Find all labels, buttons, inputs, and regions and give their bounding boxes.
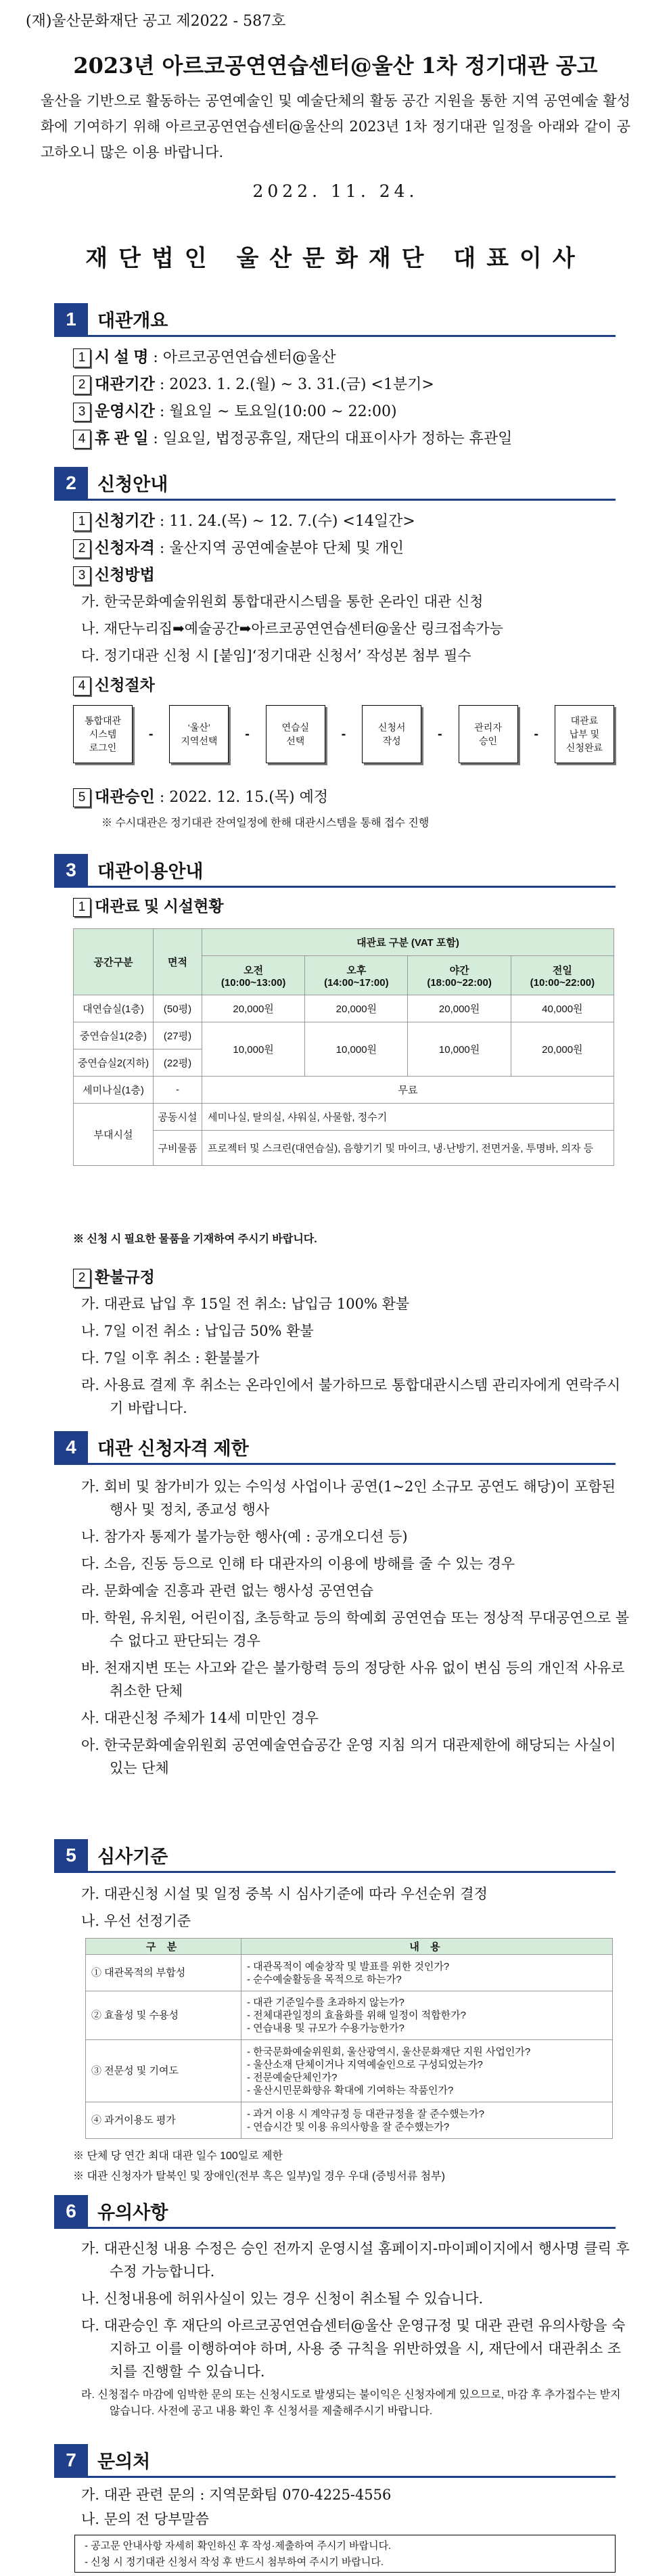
criteria-item: 나. 우선 선정기준 (81, 1913, 191, 1929)
row-value: 일요일, 법정공휴일, 재단의 대표이사가 정하는 휴관일 (162, 430, 513, 447)
cell-fee: 10,000원 (202, 1022, 305, 1077)
row-label: 신청기간 (95, 512, 155, 529)
procedure-step: 통합대관 시스템 로그인 (73, 705, 133, 763)
cell-category: ② 효율성 및 수용성 (86, 1991, 241, 2040)
section-title: 유의사항 (97, 2202, 168, 2223)
row-value: 월요일 ~ 토요일(10:00 ~ 22:00) (169, 403, 397, 420)
section-title: 신청안내 (97, 474, 168, 495)
procedure-step: 관리자 승인 (459, 705, 518, 763)
contact-item: 나. 문의 전 당부말씀 (81, 2511, 209, 2527)
content-line: - 대관 기준일수를 초과하지 않는가? (247, 1997, 404, 2008)
cell-fac-value: 세미나실, 탈의실, 샤워실, 사물함, 정수기 (202, 1104, 614, 1131)
row-label: 휴 관 일 (95, 429, 149, 447)
num-box: 4 (73, 677, 91, 696)
th-content: 내 용 (241, 1939, 613, 1955)
row-label: 시 설 명 (95, 348, 149, 365)
row-label: 신청절차 (95, 676, 155, 694)
section-3-header (54, 854, 616, 888)
cell-fac-key: 구비물품 (154, 1131, 202, 1166)
cell-fee: 10,000원 (305, 1022, 408, 1077)
procedure-step: 연습실 선택 (266, 705, 325, 763)
cell-fee: 20,000원 (202, 995, 305, 1022)
arrow-icon: - (438, 726, 442, 742)
restriction-item: 나. 참가자 통제가 불가능한 행사(예 : 공개오디션 등) (81, 1529, 408, 1545)
row-label: 대관승인 (95, 788, 155, 805)
th-area: 면적 (154, 929, 202, 995)
cell-content (241, 1991, 613, 2040)
section-number: 2 (54, 467, 88, 499)
content-line: - 울산시민문화향유 확대에 기여하는 작품인가? (247, 2084, 454, 2096)
section-2-header (54, 467, 616, 501)
content-line: - 울산소재 단체이거나 지역예술인으로 구성되었는가? (247, 2058, 483, 2071)
restriction-text: 가. 회비 및 참가비가 있는 수익성 사업이나 공연(1~2인 소규모 공연도 해당)이 포함된 행사 및 정치, 종교성 행사 (81, 1478, 616, 1518)
s3-sub-fees (73, 895, 224, 919)
restriction-item (81, 1734, 630, 1780)
num-box: 1 (73, 348, 91, 367)
procedure-step: 대관료 납부 및 신청완료 (555, 705, 614, 763)
caution-item (81, 2387, 630, 2420)
cell-fee: 20,000원 (511, 1022, 614, 1077)
box-line: - 공고문 안내사항 자세히 확인하신 후 작성·제출하여 주시기 바랍니다. (85, 2540, 392, 2552)
restriction-text: 바. 천재지변 또는 사고와 같은 불가항력 등의 정당한 사유 없이 변심 등의 개인적 사유로 취소한 단체 (81, 1660, 625, 1699)
num-box: 2 (73, 376, 91, 394)
s3-sub-refund (73, 1265, 155, 1290)
method-item: 가. 한국문화예술위원회 통합대관시스템을 통한 온라인 대관 신청 (81, 593, 484, 610)
th-slot: 오후 (14:00~17:00) (305, 956, 408, 995)
cell-category: ③ 전문성 및 기여도 (86, 2040, 241, 2102)
caution-text: 다. 대관승인 후 재단의 아르코공연연습센터@울산 운영규정 및 대관 관련 유의사항을 숙지하고 이를 이행하여야 하며, 사용 중 규칙을 위반하였을 시, 재단에서 대관취소 조치를 진행할 수 있습니다. (81, 2318, 626, 2380)
cell-content (241, 2102, 613, 2139)
procedure-step: ‘울산’ 지역선택 (169, 705, 229, 763)
caution-item (81, 2314, 630, 2383)
section-title: 대관개요 (97, 311, 168, 331)
refund-item: 다. 7일 이후 취소 : 환불불가 (81, 1350, 260, 1366)
table-note: ※ 신청 시 필요한 물품을 기재하여 주시기 바랍니다. (73, 1234, 317, 1245)
section-7-header (54, 2444, 616, 2478)
s1-row-period: 2 대관기간 : 2023. 1. 2.(월) ~ 3. 31.(금) <1분기> (73, 372, 434, 397)
row-value: 울산지역 공연예술분야 단체 및 개인 (169, 540, 404, 557)
restriction-item (81, 1606, 630, 1652)
section-number: 1 (54, 303, 88, 335)
th-fee: 대관료 구분 (VAT 포함) (202, 929, 614, 956)
section-number: 5 (54, 1839, 88, 1871)
arrow-icon: - (341, 726, 346, 742)
num-box: 2 (73, 539, 91, 558)
caution-text: 가. 대관신청 내용 수정은 승인 전까지 운영시설 홈페이지-마이페이지에서 행사명 클릭 후 수정 가능합니다. (81, 2240, 630, 2280)
notice-number: (재)울산문화재단 공고 제2022 - 587호 (26, 13, 286, 30)
cell-content (241, 1955, 613, 1991)
content-line: - 연습시간 및 이용 유의사항을 잘 준수했는가? (247, 2121, 450, 2133)
intro-paragraph: 울산을 기반으로 활동하는 공연예술인 및 예술단체의 활동 공간 지원을 통한 지역 공연예술 활성화에 기여하기 위해 아르코공연연습센터@울산의 2023년 1차 정기대관 일정을 아래와 같이 공고하오니 많은 이용 바랍니다. (41, 93, 630, 160)
num-box: 1 (73, 898, 91, 917)
s2-row-approval: 5 대관승인 : 2022. 12. 15.(목) 예정 (73, 785, 328, 809)
section-title: 심사기준 (97, 1847, 168, 1867)
row-label: 대관기간 (95, 375, 155, 392)
cell-fee: 20,000원 (408, 995, 511, 1022)
cell-space: 세미나실(1층) (74, 1077, 154, 1104)
restriction-item: 라. 문화예술 진흥과 관련 없는 행사성 공연연습 (81, 1583, 374, 1599)
section-title: 문의처 (97, 2451, 151, 2472)
caution-text: 라. 신청접수 마감에 임박한 문의 또는 신청시도로 발생되는 불이익은 신청자에게 있으므로, 마감 후 추가접수는 받지 않습니다. 사전에 공고 내용 확인 후 신청서를 제출해주시기 바랍니다. (81, 2389, 621, 2417)
arrow-icon: - (148, 726, 154, 742)
caution-item: 나. 신청내용에 허위사실이 있는 경우 신청이 취소될 수 있습니다. (81, 2290, 484, 2307)
section-title: 대관 신청자격 제한 (97, 1439, 249, 1459)
num-box: 2 (73, 1269, 91, 1288)
contact-notice-box (74, 2535, 616, 2573)
row-value: 2023. 1. 2.(월) ~ 3. 31.(금) <1분기> (169, 376, 434, 393)
row-value: 2022. 12. 15.(목) 예정 (169, 789, 329, 806)
refund-text: 라. 사용료 결제 후 취소는 온라인에서 불가하므로 통합대관시스템 관리자에게 연락주시기 바랍니다. (81, 1377, 621, 1416)
cell-fee: 20,000원 (305, 995, 408, 1022)
num-box: 3 (73, 566, 91, 585)
criteria-table (85, 1938, 613, 2139)
refund-item: 나. 7일 이전 취소 : 납입금 50% 환불 (81, 1323, 314, 1339)
s2-row-procedure (73, 673, 155, 698)
cell-content (241, 2040, 613, 2102)
fee-table (73, 928, 614, 1166)
num-box: 1 (73, 512, 91, 531)
procedure-step: 신청서 작성 (362, 705, 421, 763)
content-line: - 연습내용 및 규모가 수용가능한가? (247, 2023, 404, 2034)
arrow-icon: - (245, 726, 250, 742)
note: ※ 수시대관은 정기대관 잔여일정에 한해 대관시스템을 통해 접수 진행 (101, 817, 430, 829)
notice-date: 2022. 11. 24. (252, 181, 419, 201)
restriction-item: 다. 소음, 진동 등으로 인해 타 대관자의 이용에 방해를 줄 수 있는 경우 (81, 1556, 515, 1572)
criteria-item: 가. 대관신청 시설 및 일정 중복 시 심사기준에 따라 우선순위 결정 (81, 1886, 488, 1902)
cell-fac-value: 프로젝터 및 스크린(대연습실), 음향기기 및 마이크, 냉·난방기, 전면거울, 투명바, 의자 등 (202, 1131, 614, 1166)
arrow-icon: - (534, 726, 539, 742)
criteria-note: ※ 단체 당 연간 최대 대관 일수 100일로 제한 (73, 2150, 283, 2162)
s2-row-period: 1 신청기간 : 11. 24.(목) ~ 12. 7.(수) <14일간> (73, 509, 415, 533)
cell-space: 중연습실2(지하) (74, 1049, 154, 1077)
method-item: 나. 재단누리집➡예술공간➡아르코공연연습센터@울산 링크접속가능 (81, 620, 503, 637)
s2-row-eligibility: 2 신청자격 : 울산지역 공연예술분야 단체 및 개인 (73, 536, 404, 560)
cell-category: ① 대관목적의 부합성 (86, 1955, 241, 1991)
cell-area: (22평) (154, 1049, 202, 1077)
restriction-text: 마. 학원, 유치원, 어린이집, 초등학교 등의 학예회 공연연습 또는 정상적 무대공연으로 볼 수 없다고 판단되는 경우 (81, 1610, 630, 1649)
row-label: 운영시간 (95, 402, 155, 420)
section-title: 대관이용안내 (97, 861, 204, 882)
content-line: - 전문예술단체인가? (247, 2071, 338, 2083)
method-item: 다. 정기대관 신청 시 [붙임]‘정기대관 신청서’ 작성본 첨부 필수 (81, 648, 471, 664)
row-value: 11. 24.(목) ~ 12. 7.(수) <14일간> (169, 513, 415, 530)
s1-row-hours: 3 운영시간 : 월요일 ~ 토요일(10:00 ~ 22:00) (73, 399, 397, 424)
s2-row-method (73, 563, 155, 587)
refund-item: 가. 대관료 납입 후 15일 전 취소: 납입금 100% 환불 (81, 1296, 410, 1312)
th-slot: 전일 (10:00~22:00) (511, 956, 614, 995)
content-line: - 대관목적이 예술창작 및 발표를 위한 것인가? (247, 1960, 450, 1972)
cell-fee: 무료 (202, 1077, 614, 1104)
cell-facility: 부대시설 (74, 1104, 154, 1166)
section-6-header (54, 2195, 616, 2229)
cell-category: ④ 과거이용도 평가 (86, 2102, 241, 2139)
s1-row-facility: 1 시 설 명 : 아르코공연연습센터@울산 (73, 345, 336, 369)
cell-area: (27평) (154, 1022, 202, 1049)
restriction-item (81, 1656, 630, 1702)
page-title: 2023년 아르코공연연습센터@울산 1차 정기대관 공고 (73, 53, 598, 78)
issuer: 재단법인 울산문화재단 대표이사 (85, 245, 586, 272)
refund-item (81, 1374, 630, 1420)
restriction-item: 사. 대관신청 주체가 14세 미만인 경우 (81, 1710, 319, 1726)
th-space: 공간구분 (74, 929, 154, 995)
num-box: 5 (73, 788, 91, 807)
cell-space: 중연습실1(2층) (74, 1022, 154, 1049)
cell-space: 대연습실(1층) (74, 995, 154, 1022)
cell-fee: 40,000원 (511, 995, 614, 1022)
section-1-header (54, 303, 616, 337)
row-label: 신청자격 (95, 539, 155, 556)
section-4-header (54, 1431, 616, 1465)
caution-item (81, 2237, 630, 2283)
restriction-item (81, 1475, 630, 1521)
th-category: 구 분 (86, 1939, 241, 1955)
th-slot: 야간 (18:00~22:00) (408, 956, 511, 995)
section-number: 7 (54, 2444, 88, 2476)
row-value: 아르코공연연습센터@울산 (162, 349, 336, 366)
content-line: - 과거 이용 시 계약규정 등 대관규정을 잘 준수했는가? (247, 2108, 484, 2120)
row-label: 환불규정 (95, 1268, 155, 1286)
content-line: - 순수예술활동을 목적으로 하는가? (247, 1973, 402, 1985)
box-line: - 신청 시 정기대관 신청서 작성 후 반드시 첨부하여 주시기 바랍니다. (85, 2556, 384, 2568)
cell-area: - (154, 1077, 202, 1104)
content-line: - 한국문화예술위원회, 울산광역시, 울산문화재단 지원 사업인가? (247, 2046, 531, 2058)
section-number: 4 (54, 1431, 88, 1463)
section-number: 3 (54, 854, 88, 886)
num-box: 3 (73, 403, 91, 422)
section-number: 6 (54, 2195, 88, 2227)
s1-row-closed: 4 휴 관 일 : 일요일, 법정공휴일, 재단의 대표이사가 정하는 휴관일 (73, 426, 512, 451)
cell-fac-key: 공동시설 (154, 1104, 202, 1131)
procedure-steps (73, 705, 614, 763)
content-line: - 전체대관일정의 효율화를 위해 일정이 적합한가? (247, 2010, 466, 2021)
contact-item: 가. 대관 관련 문의 : 지역문화팀 070-4225-4556 (81, 2487, 392, 2503)
cell-area: (50평) (154, 995, 202, 1022)
row-label: 대관료 및 시설현황 (95, 897, 224, 915)
cell-fee: 10,000원 (408, 1022, 511, 1077)
num-box: 4 (73, 430, 91, 449)
th-slot: 오전 (10:00~13:00) (202, 956, 305, 995)
section-5-header (54, 1839, 616, 1873)
restriction-text: 아. 한국문화예술위원회 공연예술연습공간 운영 지침 의거 대관제한에 해당되는 사실이 있는 단체 (81, 1737, 616, 1776)
row-label: 신청방법 (95, 566, 155, 583)
criteria-note: ※ 대관 신청자가 탈북인 및 장애인(전부 혹은 일부)일 경우 우대 (증빙서류 첨부) (73, 2171, 445, 2182)
